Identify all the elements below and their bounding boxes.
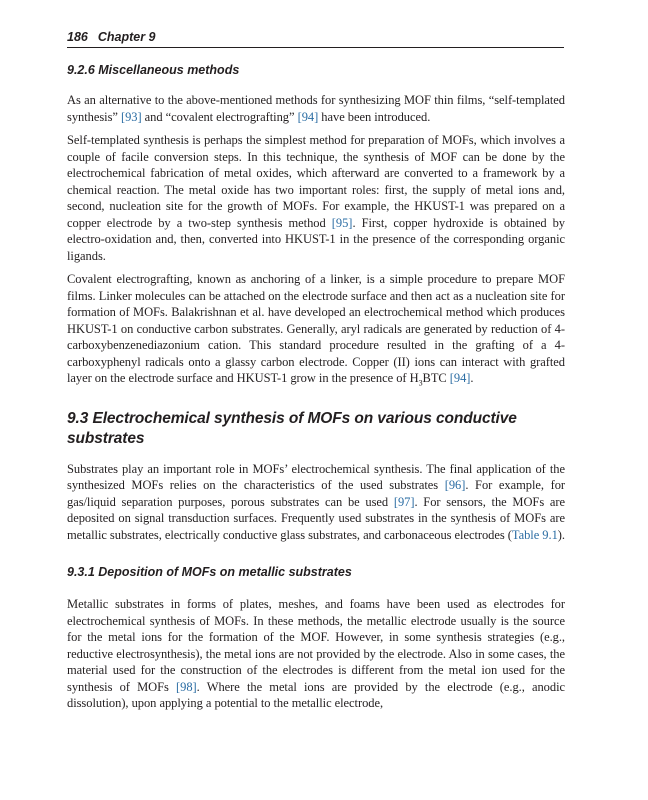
citation-link[interactable]: [98] (176, 679, 197, 694)
paragraph-substrates: Substrates play an important role in MOFs’ electrochemical synthesis. The final application of the synthesized MOFs relies on the characteristics of the used substrates [96]. For example, for gas/liquid separation purposes, porous substrates can be used [97]. For sensors, the MOFs are deposited on signal transduction surfaces. Frequently used substrates in the synthesis of MOFs are metallic substrates, electrically conductive glass substrates, and carbonaceous electrodes (Table 9.1). (67, 461, 566, 542)
paragraph-self-templated: Self-templated synthesis is perhaps the simplest method for preparation of MOFs, which involves a couple of facile conversion steps. In this technique, the synthesis of MOF can be done by the electrochemical fabrication of metal oxides, which afterward are converted to a framework by a chemical reaction. The metal oxide has two important roles: first, the supply of metal ions and, second, nucleation site for the growth of MOFs. For example, the HKUST-1 was prepared on a copper electrode by a two-step synthesis method [95]. First, copper hydroxide is obtained by electro-oxidation and, then, converted into HKUST-1 in the presence of the corresponding organic ligands. (67, 133, 565, 263)
citation-link[interactable]: [96] (444, 478, 466, 492)
citation-link[interactable]: [95] (331, 215, 353, 230)
citation-link[interactable]: [94] (297, 109, 319, 124)
page-number: 186 (67, 30, 88, 44)
running-head (67, 30, 564, 48)
chapter-label: Chapter 9 (97, 30, 156, 44)
citation-link[interactable]: [97] (393, 494, 415, 509)
citation-link[interactable]: [93] (120, 109, 142, 124)
subscript: 3 (418, 378, 423, 388)
paragraph-metallic-substrates: Metallic substrates in forms of plates, meshes, and foams have been used as electrodes for electrochemical synthesis of MOFs. In these methods, the metallic electrode usually is the source for the metal ions for the formation of the MOF. However, in some synthesis strategies (e.g., reductive electrosynthesis), the metal ions are not provided by the electrode. Also in some cases, the material used for the construction of the electrodes is different from the metal ion used for the synthesis of MOFs [98]. Where the metal ions are provided by the electrode (e.g., anodic dissolution), upon applying a potential to the metallic electrode, (67, 597, 565, 710)
page-content (67, 60, 565, 712)
paragraph-electrografting: Covalent electrografting, known as anchoring of a linker, is a simple procedure to prepare MOF films. Linker molecules can be attached on the electrode surface and then act as a nucleation site for formation of MOFs. Balakrishnan et al. have developed an electrochemical method which produces HKUST-1 on conductive carbon substrates. Generally, aryl radicals are generated by reduction of 4-carboxybenzenediazonium cation. This standard procedure resulted in the grafting of a 4-carboxyphenyl radicals onto a glassy carbon electrode. Copper (II) ions can interact with grafted layer on the electrode surface and HKUST-1 grow in the presence of $H_3BTC$ [94]. (67, 272, 565, 388)
heading-9-2-6: 9.2.6 Miscellaneous methods (67, 63, 240, 77)
paragraph-9-2-6-intro: As an alternative to the above-mentioned methods for synthesizing MOF thin films, “self-templated synthesis” [93] and “covalent electrografting” [94] have been introduced. (67, 93, 565, 124)
table-link[interactable]: Table 9.1 (511, 527, 558, 542)
heading-9-3: 9.3 Electrochemical synthesis of MOFs on various conductive substrates (67, 409, 517, 447)
heading-9-3-1: 9.3.1 Deposition of MOFs on metallic substrates (67, 565, 352, 579)
citation-link[interactable]: [94] (449, 371, 471, 385)
